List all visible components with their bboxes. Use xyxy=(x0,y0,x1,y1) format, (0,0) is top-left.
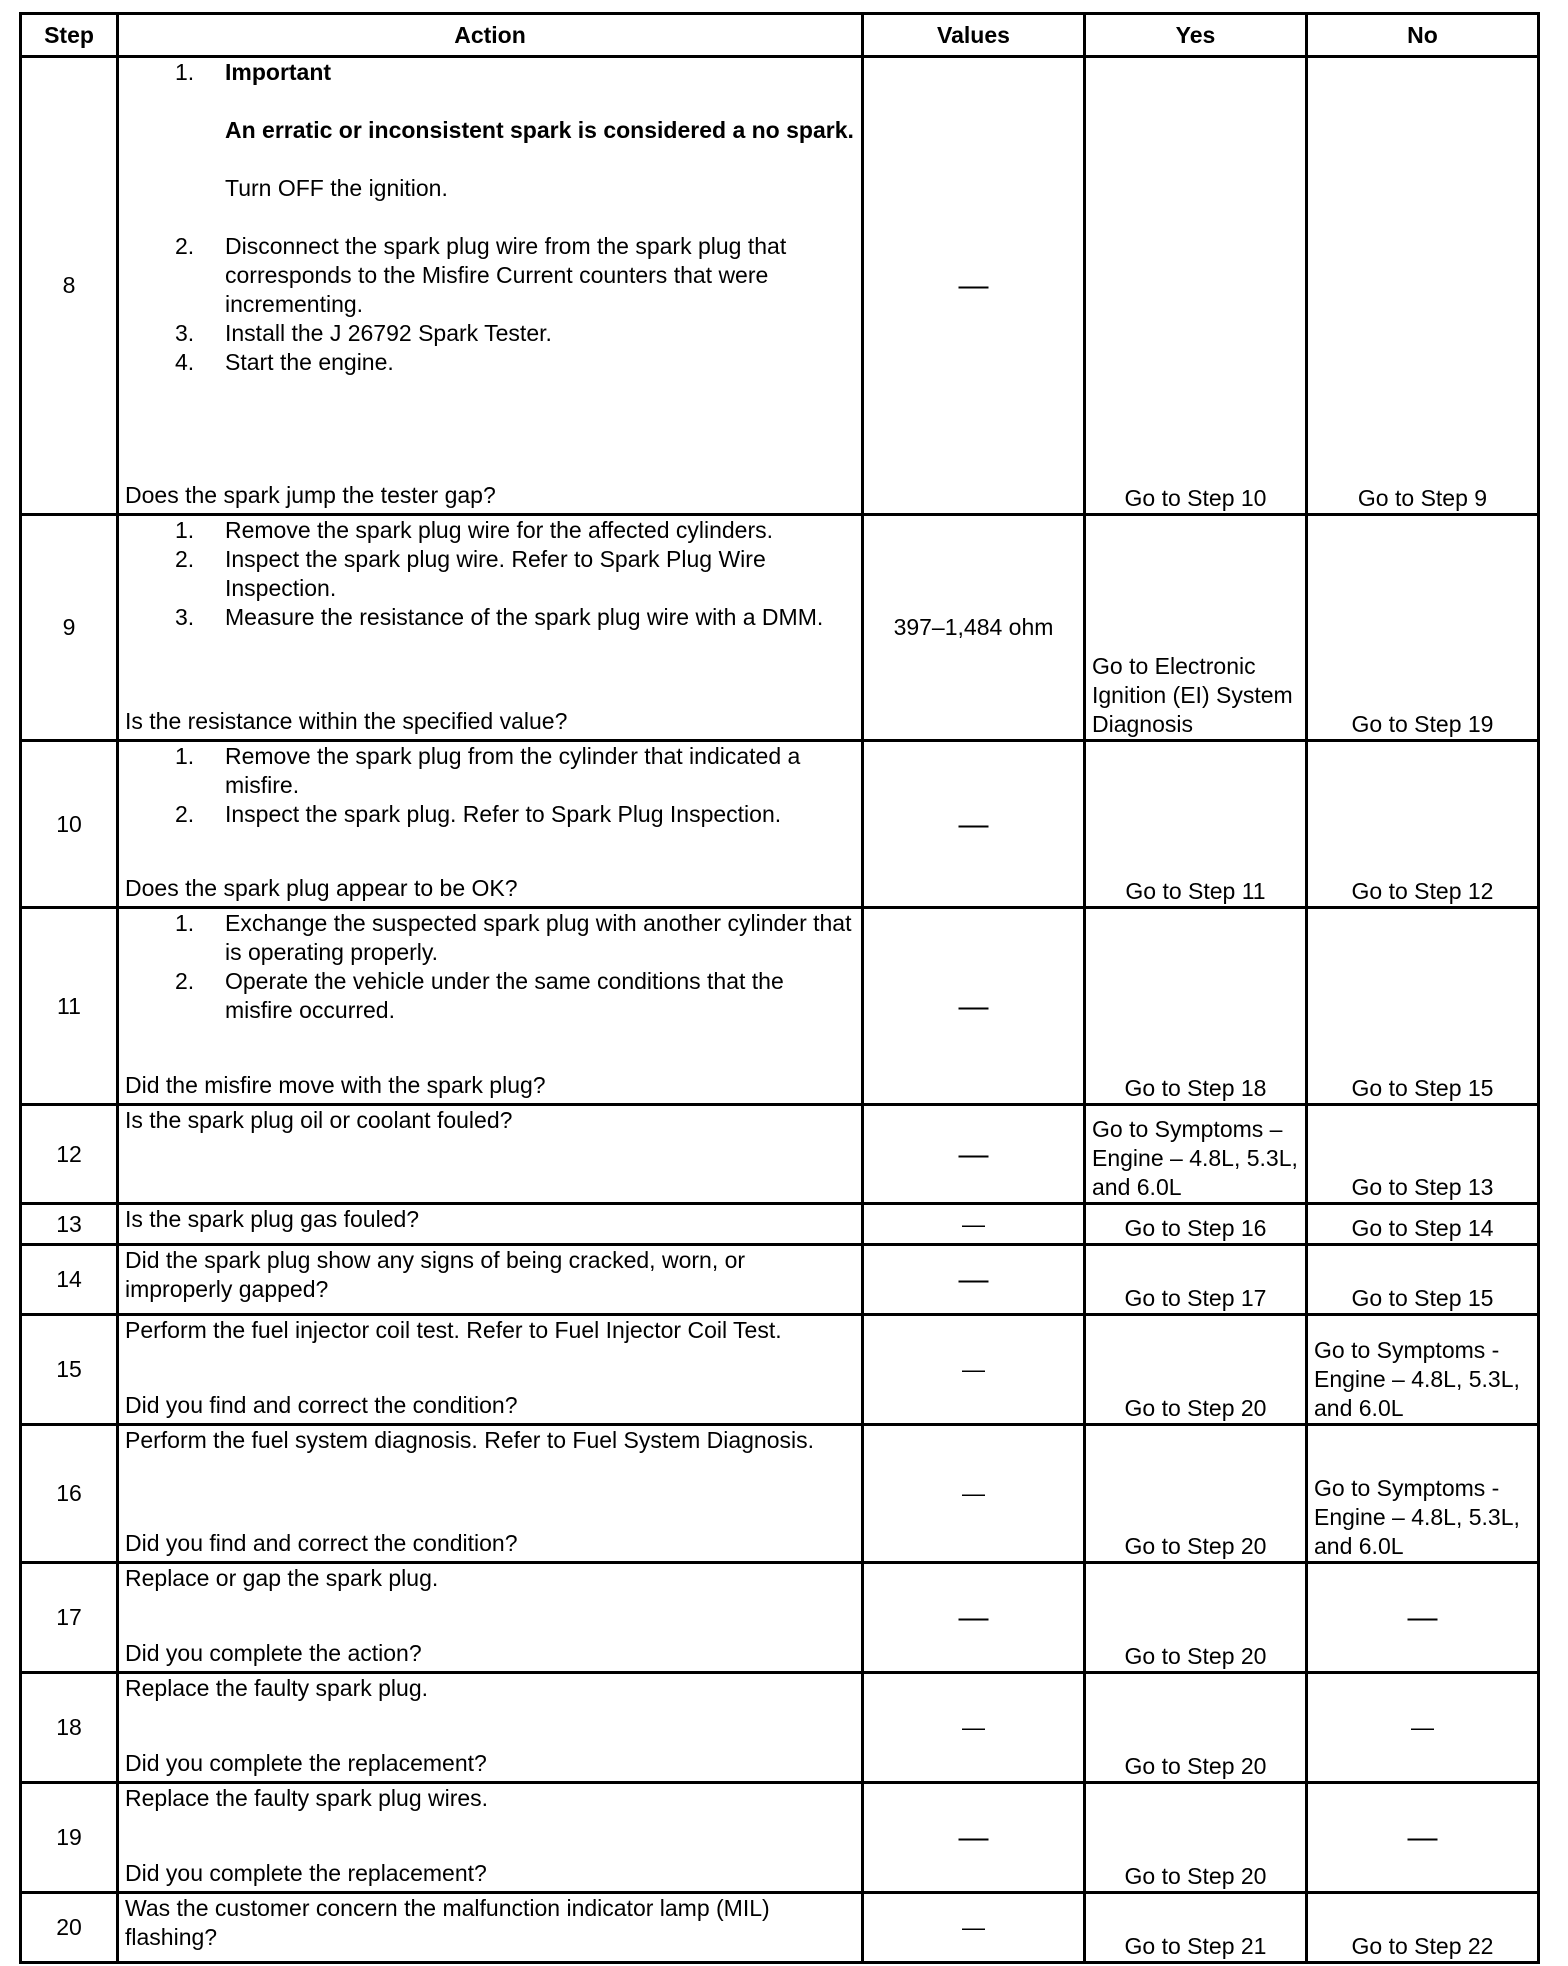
no-cell: Go to Step 15 xyxy=(1307,1245,1539,1315)
list-item: 2. Disconnect the spark plug wire from the spark plug that corresponds to the Misfire Current counters that were incrementing. xyxy=(175,233,787,317)
question-text: Did you complete the replacement? xyxy=(125,1750,487,1776)
yes-cell: Go to Symptoms – Engine – 4.8L, 5.3L, and 6.0L xyxy=(1085,1105,1307,1204)
instruction-text: Perform the fuel system diagnosis. Refer to Fuel System Diagnosis. xyxy=(125,1427,815,1453)
table-row xyxy=(21,1105,1539,1204)
value-cell: — xyxy=(863,908,1085,1105)
yes-cell: Go to Step 20 xyxy=(1085,1563,1307,1673)
no-cell: Go to Symptoms - Engine – 4.8L, 5.3L, and 6.0L xyxy=(1307,1315,1539,1425)
no-cell: Go to Symptoms - Engine – 4.8L, 5.3L, and 6.0L xyxy=(1307,1425,1539,1563)
yes-cell: Go to Step 20 xyxy=(1085,1315,1307,1425)
question-text: Is the spark plug gas fouled? xyxy=(125,1206,420,1232)
list-item: 1. Remove the spark plug from the cylinder that indicated a misfire. xyxy=(175,743,801,798)
value-cell: — xyxy=(863,1673,1085,1783)
question-text: Did you complete the action? xyxy=(125,1640,422,1666)
yes-cell: Go to Step 21 xyxy=(1085,1893,1307,1963)
no-cell: Go to Step 15 xyxy=(1307,908,1539,1105)
question-text: Was the customer concern the malfunction indicator lamp (MIL) flashing? xyxy=(125,1895,770,1950)
table-row xyxy=(21,1315,1539,1425)
yes-cell: Go to Step 11 xyxy=(1085,741,1307,908)
header-step: Step xyxy=(21,14,118,57)
question-text: Did you find and correct the condition? xyxy=(125,1530,518,1556)
step-number: 8 xyxy=(21,57,118,515)
diagnostic-table xyxy=(19,12,1540,1964)
question-text: Is the spark plug oil or coolant fouled? xyxy=(125,1107,513,1133)
action-cell xyxy=(118,1563,863,1673)
table-row xyxy=(21,1425,1539,1563)
question-text: Did the spark plug show any signs of being cracked, worn, or improperly gapped? xyxy=(125,1247,746,1302)
header-values: Values xyxy=(863,14,1085,57)
yes-cell: Go to Step 20 xyxy=(1085,1425,1307,1563)
list-item: 1. Important xyxy=(175,59,332,85)
header-row xyxy=(21,14,1539,57)
action-cell xyxy=(118,1315,863,1425)
table-row xyxy=(21,908,1539,1105)
instruction-text: Replace the faulty spark plug. xyxy=(125,1675,429,1701)
no-cell: — xyxy=(1307,1563,1539,1673)
question-text: Did you complete the replacement? xyxy=(125,1860,487,1886)
step-number: 12 xyxy=(21,1105,118,1204)
question-text: Is the resistance within the specified value? xyxy=(125,708,568,734)
step-number: 18 xyxy=(21,1673,118,1783)
action-cell xyxy=(118,1783,863,1893)
yes-cell: Go to Step 18 xyxy=(1085,908,1307,1105)
instruction-text: Replace or gap the spark plug. xyxy=(125,1565,439,1591)
yes-cell: Go to Step 17 xyxy=(1085,1245,1307,1315)
yes-cell: Go to Step 20 xyxy=(1085,1673,1307,1783)
important-label: Important xyxy=(225,59,332,85)
action-cell xyxy=(118,1204,863,1245)
yes-cell: Go to Electronic Ignition (EI) System Diagnosis xyxy=(1085,515,1307,741)
list-item: 3. Install the J 26792 Spark Tester. xyxy=(175,320,552,346)
table-row xyxy=(21,1204,1539,1245)
table-row xyxy=(21,1245,1539,1315)
header-no: No xyxy=(1307,14,1539,57)
table-row xyxy=(21,741,1539,908)
step-number: 17 xyxy=(21,1563,118,1673)
action-cell xyxy=(118,1893,863,1963)
instruction-text: Turn OFF the ignition. xyxy=(225,175,448,201)
value-cell: — xyxy=(863,1563,1085,1673)
value-cell: — xyxy=(863,57,1085,515)
table-row xyxy=(21,1893,1539,1963)
important-note: An erratic or inconsistent spark is considered a no spark. xyxy=(225,117,854,143)
no-cell: — xyxy=(1307,1783,1539,1893)
step-number: 13 xyxy=(21,1204,118,1245)
value-cell: — xyxy=(863,1204,1085,1245)
question-text: Did you find and correct the condition? xyxy=(125,1392,518,1418)
list-item: 4. Start the engine. xyxy=(175,349,394,375)
step-number: 9 xyxy=(21,515,118,741)
step-number: 15 xyxy=(21,1315,118,1425)
value-cell: 397–1,484 ohm xyxy=(863,515,1085,741)
no-cell: Go to Step 12 xyxy=(1307,741,1539,908)
step-number: 11 xyxy=(21,908,118,1105)
no-cell: Go to Step 9 xyxy=(1307,57,1539,515)
no-cell: Go to Step 22 xyxy=(1307,1893,1539,1963)
value-cell: — xyxy=(863,1783,1085,1893)
step-number: 20 xyxy=(21,1893,118,1963)
action-cell xyxy=(118,1425,863,1563)
instruction-text: Perform the fuel injector coil test. Refer to Fuel Injector Coil Test. xyxy=(125,1317,782,1343)
yes-cell: Go to Step 16 xyxy=(1085,1204,1307,1245)
list-item: 1. Exchange the suspected spark plug with another cylinder that is operating properly. xyxy=(175,910,852,965)
table-row xyxy=(21,1673,1539,1783)
question-text: Does the spark jump the tester gap? xyxy=(125,482,496,508)
header-yes: Yes xyxy=(1085,14,1307,57)
question-text: Did the misfire move with the spark plug? xyxy=(125,1072,546,1098)
step-number: 19 xyxy=(21,1783,118,1893)
no-cell: — xyxy=(1307,1673,1539,1783)
table-row xyxy=(21,1563,1539,1673)
no-cell: Go to Step 19 xyxy=(1307,515,1539,741)
value-cell: — xyxy=(863,1425,1085,1563)
action-cell xyxy=(118,1105,863,1204)
action-cell xyxy=(118,515,863,741)
action-cell xyxy=(118,1245,863,1315)
action-cell xyxy=(118,908,863,1105)
action-cell xyxy=(118,57,863,515)
action-cell xyxy=(118,741,863,908)
table-row xyxy=(21,57,1539,515)
no-cell: Go to Step 13 xyxy=(1307,1105,1539,1204)
value-cell: — xyxy=(863,741,1085,908)
value-cell: — xyxy=(863,1105,1085,1204)
step-number: 10 xyxy=(21,741,118,908)
table-row xyxy=(21,515,1539,741)
no-cell: Go to Step 14 xyxy=(1307,1204,1539,1245)
action-cell xyxy=(118,1673,863,1783)
value-cell: — xyxy=(863,1245,1085,1315)
list-item: 2. Inspect the spark plug. Refer to Spark Plug Inspection. xyxy=(175,801,782,827)
list-item: 2. Operate the vehicle under the same conditions that the misfire occurred. xyxy=(175,968,784,1023)
step-number: 14 xyxy=(21,1245,118,1315)
instruction-text: Replace the faulty spark plug wires. xyxy=(125,1785,489,1811)
question-text: Does the spark plug appear to be OK? xyxy=(125,875,518,901)
table-row xyxy=(21,1783,1539,1893)
yes-cell: Go to Step 20 xyxy=(1085,1783,1307,1893)
list-item: 2. Inspect the spark plug wire. Refer to Spark Plug Wire Inspection. xyxy=(175,546,766,601)
step-number: 16 xyxy=(21,1425,118,1563)
list-item: 3. Measure the resistance of the spark plug wire with a DMM. xyxy=(175,604,824,630)
header-action: Action xyxy=(118,14,863,57)
yes-cell: Go to Step 10 xyxy=(1085,57,1307,515)
value-cell: — xyxy=(863,1893,1085,1963)
list-item: 1. Remove the spark plug wire for the affected cylinders. xyxy=(175,517,774,543)
value-cell: — xyxy=(863,1315,1085,1425)
